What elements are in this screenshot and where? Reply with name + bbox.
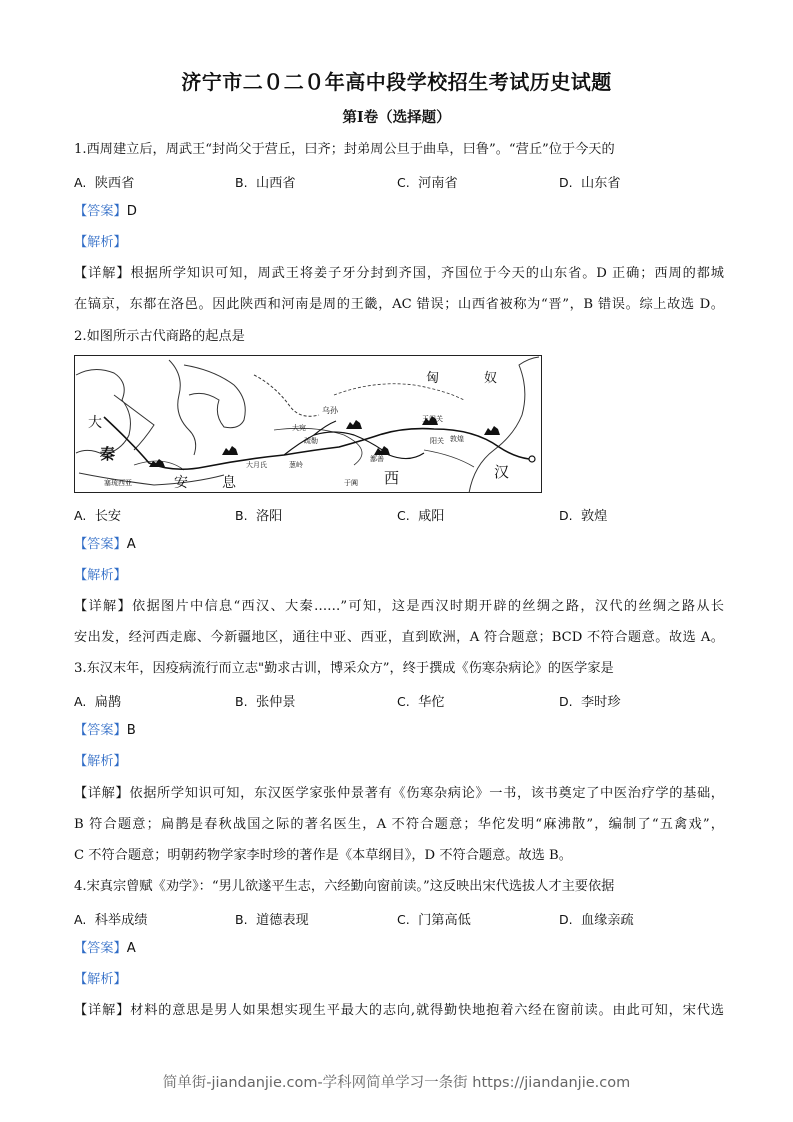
- answer-value: D: [126, 204, 137, 219]
- question-3-stem: [74, 660, 724, 678]
- detail-line: 在镐京，东都在洛邑。因此陕西和河南是周的王畿，AC 错误；山西省被称为“晋”，B 错误。综上故选 D。: [74, 297, 724, 312]
- detail-line: C 不符合题意；明朝药物学家李时珍的著作是《本草纲目》，D 不符合题意。故选 B。: [74, 848, 572, 863]
- svg-text:于阗: 于阗: [344, 479, 358, 487]
- option-d: D. 血缘亲疏: [559, 912, 634, 928]
- answer-line: [74, 536, 724, 554]
- svg-text:鄯善: 鄯善: [370, 455, 384, 463]
- svg-text:疏勒: 疏勒: [304, 437, 318, 445]
- svg-text:阳关: 阳关: [430, 437, 444, 445]
- svg-text:乌孙: 乌孙: [322, 406, 338, 415]
- analysis-tag: 【解析】: [74, 235, 127, 250]
- option-b: B. 道德表现: [235, 912, 309, 928]
- detail-line: 【详解】依据图片中信息“西汉、大秦……”可知，这是西汉时期开辟的丝绸之路，汉代的丝绸之路从长: [74, 599, 724, 614]
- svg-text:息: 息: [222, 475, 236, 491]
- analysis-tag: 【解析】: [74, 754, 127, 769]
- svg-text:大宛: 大宛: [292, 424, 306, 432]
- option-d: D. 敦煌: [559, 508, 608, 524]
- question-text: 如图所示古代商路的起点是: [86, 329, 245, 344]
- option-b: B. 洛阳: [235, 508, 283, 524]
- svg-text:秦: 秦: [100, 445, 116, 463]
- answer-tag: 【答案】: [74, 537, 127, 552]
- question-2-stem: [74, 328, 724, 346]
- detail-line: 【详解】依据所学知识可知，东汉医学家张仲景著有《伤寒杂病论》一书，该书奠定了中医治疗学的基础，: [74, 786, 724, 801]
- option-a: A. 扁鹊: [74, 694, 122, 710]
- analysis-tag: 【解析】: [74, 568, 127, 583]
- svg-text:汉: 汉: [494, 463, 510, 481]
- option-c: C. 华佗: [397, 694, 445, 710]
- svg-text:安: 安: [174, 475, 188, 491]
- question-text: 西周建立后，周武王“封尚父于营丘，曰齐；封弟周公旦于曲阜，曰鲁”。“营丘”位于今天的: [86, 142, 615, 157]
- answer-value: A: [126, 537, 136, 552]
- svg-text:敦煌: 敦煌: [450, 435, 464, 443]
- svg-text:塞琉西亚: 塞琉西亚: [104, 479, 132, 487]
- analysis-line: [74, 567, 724, 585]
- footer-watermark: 简单街-jiandanjie.com-学科网简单学习一条街 https://jiandanjie.com: [162, 1075, 631, 1091]
- document-title: 济宁市二０二０年高中段学校招生考试历史试题: [181, 70, 612, 94]
- detail-line: 安出发，经河西走廊、今新疆地区，通往中亚、西亚，直到欧洲，A 符合题意；BCD 不符合题意。故选 A。: [74, 630, 724, 645]
- analysis-line: [74, 753, 724, 771]
- question-4-options: [74, 909, 724, 927]
- option-c: C. 门第高低: [397, 912, 471, 928]
- option-c: C. 咸阳: [397, 508, 445, 524]
- question-number: 3.: [74, 661, 87, 676]
- answer-line: [74, 940, 724, 958]
- analysis-line: [74, 234, 724, 252]
- svg-text:匈: 匈: [426, 371, 440, 386]
- option-a: A. 科举成绩: [74, 912, 148, 928]
- question-number: 2.: [74, 329, 87, 344]
- answer-tag: 【答案】: [74, 723, 127, 738]
- analysis-line: [74, 971, 724, 989]
- detail-tag: 【详解】: [74, 266, 131, 281]
- detail-tag: 【详解】: [74, 599, 132, 614]
- option-b: B. 山西省: [235, 175, 296, 191]
- option-b: B. 张仲景: [235, 694, 296, 710]
- svg-text:大: 大: [88, 415, 102, 431]
- question-2-options: [74, 505, 724, 523]
- detail-line: 【详解】根据所学知识可知，周武王将姜子牙分封到齐国，齐国位于今天的山东省。D 正确；西周的都城: [74, 266, 724, 281]
- svg-text:西: 西: [384, 469, 400, 487]
- question-text: 东汉末年，因疫病流行而立志"勤求古训，博采众方”，终于撰成《伤寒杂病论》的医学家是: [86, 661, 614, 676]
- svg-text:奴: 奴: [484, 371, 498, 386]
- question-text: 宋真宗曾赋《劝学》：“男儿欲遂平生志，六经勤向窗前读。”这反映出宋代选拔人才主要依据: [86, 879, 615, 894]
- detail-tag: 【详解】: [74, 786, 130, 801]
- svg-text:大月氏: 大月氏: [246, 461, 267, 469]
- question-1-options: [74, 172, 724, 190]
- option-d: D. 李时珍: [559, 694, 621, 710]
- answer-value: B: [126, 723, 136, 738]
- option-c: C. 河南省: [397, 175, 458, 191]
- analysis-tag: 【解析】: [74, 972, 127, 987]
- answer-line: [74, 203, 724, 221]
- question-4-stem: [74, 878, 724, 896]
- detail-line: B 符合题意；扁鹊是春秋战国之际的著名医生，A 不符合题意；华佗发明“麻沸散”，编制了“五禽戏”，: [74, 817, 724, 832]
- answer-value: A: [126, 941, 136, 956]
- detail-tag: 【详解】: [74, 1003, 131, 1018]
- svg-text:玉门关: 玉门关: [422, 415, 443, 423]
- question-number: 4.: [74, 879, 87, 894]
- section-title: 第Ⅰ卷（选择题）: [342, 109, 451, 126]
- option-a: A. 长安: [74, 508, 122, 524]
- question-3-options: [74, 691, 724, 709]
- answer-tag: 【答案】: [74, 204, 127, 219]
- question-number: 1.: [74, 142, 87, 157]
- option-d: D. 山东省: [559, 175, 621, 191]
- silk-road-map: [74, 355, 542, 493]
- detail-line: 【详解】材料的意思是男人如果想实现生平最大的志向,就得勤快地抱着六经在窗前读。由此可知，宋代选: [74, 1003, 724, 1018]
- answer-tag: 【答案】: [74, 941, 127, 956]
- svg-text:葱岭: 葱岭: [289, 461, 303, 469]
- option-a: A. 陕西省: [74, 175, 135, 191]
- answer-line: [74, 722, 724, 740]
- question-1-stem: [74, 141, 724, 159]
